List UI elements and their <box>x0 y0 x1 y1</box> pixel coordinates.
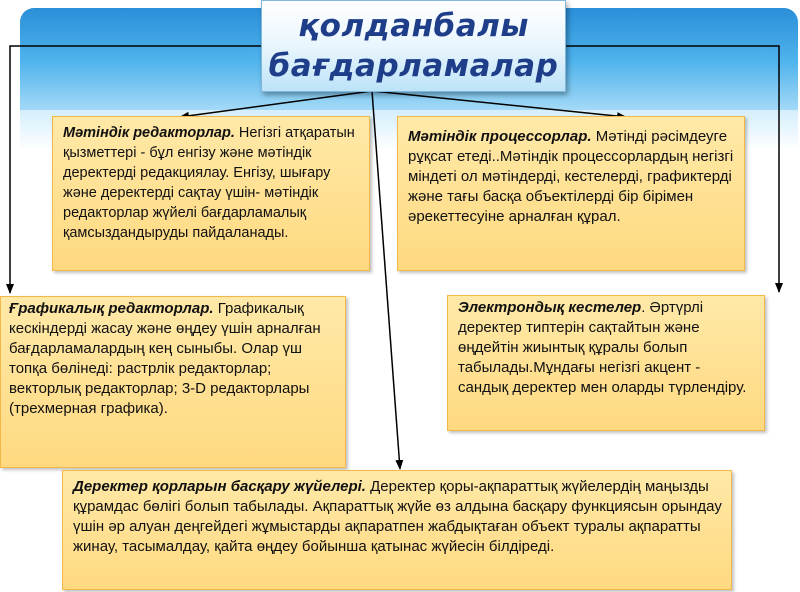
text-editors-box <box>52 116 370 271</box>
text-editors-heading: Мәтіндік редакторлар. <box>63 125 235 141</box>
page-title <box>261 0 566 92</box>
word-processors-heading: Мәтіндік процессорлар. <box>408 128 592 145</box>
arrow-to-dbms <box>372 91 400 469</box>
title-line-2: бағдарламалар <box>268 48 559 84</box>
word-processors-box <box>397 116 745 271</box>
graphic-editors-heading: Ғрафикалық редакторлар. <box>9 300 214 317</box>
arrow-to-word-processors <box>372 91 626 117</box>
spreadsheets-heading: Электрондық кестелер <box>458 299 642 316</box>
dbms-heading: Деректер қорларын басқару жүйелері. <box>73 478 366 495</box>
word-processors-body: Мәтінді рәсімдеуге рұқсат етеді..Мәтіндік процессорлардың негізгі міндеті ол мәтіндерді, кестелерді, графиктерді және тағы басқа объектілерді бір бірімен әрекеттесуіне арналған құрал. <box>408 128 734 225</box>
dbms-box <box>62 470 732 590</box>
dbms-body: Деректер қоры-ақпараттық жүйелердің маңызды құрамдас бөлігі болып табылады. Ақпараттық жүйе өз алдына басқару функциясын орындау үшін әр алуан деңгейдегі жұмыстарды ақпаратпен жабдықтаған объект туралы ақпаратты жинау, тасымалдау, қайта өңдеу бойынша қатынас жүйесін білдіреді. <box>73 478 722 555</box>
title-line-1: қолданбалы <box>298 8 529 44</box>
spreadsheets-body: . Әртүрлі деректер типтерін сақтайтын және өңдейтін жиынтық құралы болып табылады.Мұндағы негізгі акцент - сандық деректер мен оларды түрлендіру. <box>458 299 747 396</box>
spreadsheets-box <box>447 295 765 431</box>
graphic-editors-body: Графикалық кескіндерді жасау және өңдеу үшін арналған бағдарламалардың кең сыныбы. Олар үш топқа бөлінеді: растрлік редакторлар; векторлық редакторлар; 3-D редакторлары (трехмерная графика). <box>9 300 321 417</box>
text-editors-body: Негізгі атқаратын қызметтері - бұл енгізу және мәтіндік деректерді редакциялау. Енгізу, шығару және деректерді сақтау үшін- мәтіндік редакторлар жүйелі бағдарламалық қамсыздандыруды пайдаланады. <box>63 125 355 241</box>
graphic-editors-box <box>0 296 346 468</box>
arrow-to-text-editors <box>180 91 372 117</box>
